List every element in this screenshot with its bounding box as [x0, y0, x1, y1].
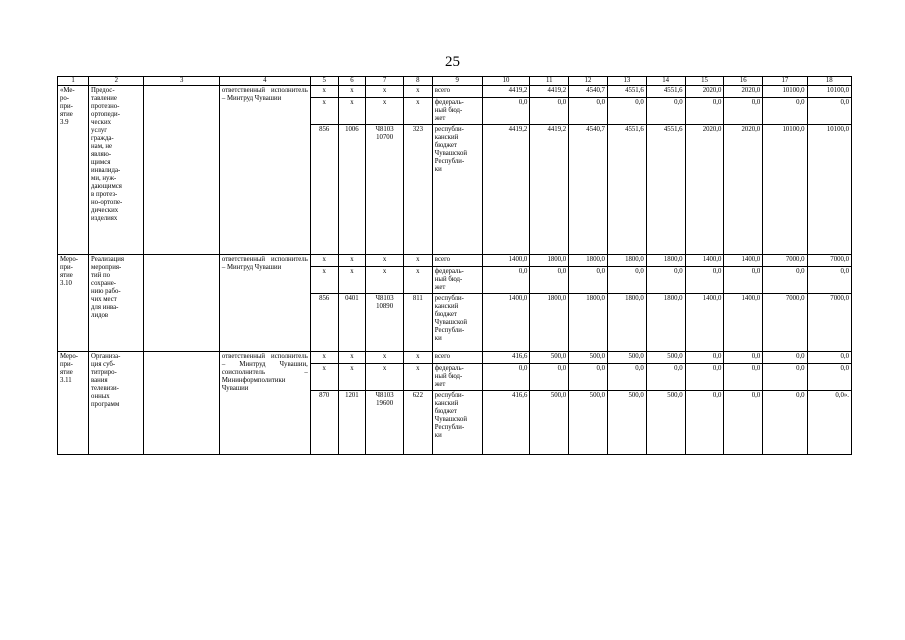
column-header: 14	[646, 77, 685, 86]
amount-cell: 2020,0	[685, 125, 724, 255]
funding-source: всего	[432, 352, 482, 364]
amount-cell: 1400,0	[685, 255, 724, 267]
amount-cell: 0,0	[530, 267, 569, 294]
amount-cell: 0,0	[569, 364, 608, 391]
column-header: 15	[685, 77, 724, 86]
amount-cell: 1800,0	[569, 294, 608, 352]
amount-cell: 0,0	[685, 98, 724, 125]
amount-cell: 0,0	[569, 98, 608, 125]
amount-cell: 0,0	[724, 364, 763, 391]
expense-type: 811	[403, 294, 432, 352]
amount-cell: 0,0	[646, 98, 685, 125]
target-article: x	[366, 364, 404, 391]
amount-cell: 7000,0	[807, 294, 851, 352]
expense-type: x	[403, 352, 432, 364]
column-header: 17	[763, 77, 807, 86]
event-name: Реализация мероприя- тий по сохране- нию рабо- чих мест для инва- лидов	[89, 255, 144, 352]
amount-cell: 0,0	[807, 352, 851, 364]
section-code: x	[338, 364, 366, 391]
funding-source: федераль- ный бюд- жет	[432, 98, 482, 125]
budget-code: x	[310, 364, 338, 391]
funding-source: республи- канский бюджет Чувашской Республи- ки	[432, 294, 482, 352]
budget-code: 870	[310, 391, 338, 455]
amount-cell: 4551,6	[607, 125, 646, 255]
amount-cell: 0,0	[482, 267, 530, 294]
amount-cell: 0,0	[724, 267, 763, 294]
target-article: x	[366, 255, 404, 267]
amount-cell: 1800,0	[646, 255, 685, 267]
executor: ответственный исполнитель – Минтруд Чувашии	[219, 255, 310, 352]
amount-cell: 500,0	[530, 352, 569, 364]
amount-cell: 1800,0	[530, 255, 569, 267]
amount-cell: 4551,6	[646, 86, 685, 98]
empty-cell	[144, 255, 219, 352]
table-row	[58, 255, 852, 267]
amount-cell: 1400,0	[482, 255, 530, 267]
amount-cell: 1800,0	[530, 294, 569, 352]
amount-cell: 0,0	[763, 352, 807, 364]
expense-type: x	[403, 255, 432, 267]
amount-cell: 7000,0	[763, 294, 807, 352]
section-code: 1201	[338, 391, 366, 455]
target-article: Ч8103 10700	[366, 125, 404, 255]
amount-cell: 1800,0	[569, 255, 608, 267]
budget-code: x	[310, 352, 338, 364]
funding-source: республи- канский бюджет Чувашской Республи- ки	[432, 391, 482, 455]
section-code: x	[338, 98, 366, 125]
target-article: Ч8103 19600	[366, 391, 404, 455]
amount-cell: 500,0	[530, 391, 569, 455]
empty-cell	[144, 86, 219, 255]
column-header: 10	[482, 77, 530, 86]
amount-cell: 10100,0	[807, 86, 851, 98]
amount-cell: 10100,0	[763, 86, 807, 98]
amount-cell: 0,0	[607, 267, 646, 294]
event-number: Меро- при- ятие 3.10	[58, 255, 89, 352]
empty-cell	[144, 352, 219, 455]
event-name: Организа- ция суб- титриро- вания телевизи- онных программ	[89, 352, 144, 455]
budget-code: x	[310, 267, 338, 294]
amount-cell: 0,0	[807, 267, 851, 294]
amount-cell: 0,0	[482, 98, 530, 125]
column-header: 7	[366, 77, 404, 86]
section-code: x	[338, 86, 366, 98]
amount-cell: 500,0	[607, 391, 646, 455]
event-name: Предос- тавление протезно- ортопеди- ческих услуг гражда- нам, не являю- щимся инвалида- ми, нуж- дающимся в протез- но-ортопе- дических изделиях	[89, 86, 144, 255]
amount-cell: 0,0	[569, 267, 608, 294]
amount-cell: 1400,0	[685, 294, 724, 352]
amount-cell: 0,0	[530, 364, 569, 391]
amount-cell: 0,0	[763, 267, 807, 294]
target-article: x	[366, 98, 404, 125]
amount-cell: 0,0	[724, 98, 763, 125]
amount-cell: 1800,0	[646, 294, 685, 352]
column-header: 16	[724, 77, 763, 86]
column-header: 12	[569, 77, 608, 86]
amount-cell: 4540,7	[569, 125, 608, 255]
section-code: x	[338, 352, 366, 364]
budget-code: x	[310, 255, 338, 267]
amount-cell: 0,0	[607, 364, 646, 391]
target-article: Ч8103 10890	[366, 294, 404, 352]
section-code: x	[338, 267, 366, 294]
column-header: 5	[310, 77, 338, 86]
executor: ответственный исполнитель – Минтруд Чувашии	[219, 86, 310, 255]
budget-code: 856	[310, 294, 338, 352]
amount-cell: 4551,6	[607, 86, 646, 98]
funding-source: всего	[432, 255, 482, 267]
column-header: 18	[807, 77, 851, 86]
amount-cell: 2020,0	[724, 125, 763, 255]
amount-cell: 416,6	[482, 352, 530, 364]
amount-cell: 4419,2	[530, 125, 569, 255]
budget-code: x	[310, 98, 338, 125]
amount-cell: 1800,0	[607, 294, 646, 352]
amount-cell: 4419,2	[530, 86, 569, 98]
section-code: 1006	[338, 125, 366, 255]
amount-cell: 10100,0	[763, 125, 807, 255]
column-header: 6	[338, 77, 366, 86]
amount-cell: 7000,0	[763, 255, 807, 267]
amount-cell: 0,0	[807, 364, 851, 391]
amount-cell: 500,0	[569, 391, 608, 455]
column-header: 11	[530, 77, 569, 86]
expense-type: 323	[403, 125, 432, 255]
expense-type: x	[403, 98, 432, 125]
amount-cell: 0,0	[807, 98, 851, 125]
table-row	[58, 352, 852, 364]
section-code: x	[338, 255, 366, 267]
amount-cell: 1800,0	[607, 255, 646, 267]
column-header: 8	[403, 77, 432, 86]
column-header: 9	[432, 77, 482, 86]
section-code: 0401	[338, 294, 366, 352]
target-article: x	[366, 352, 404, 364]
funding-source: федераль- ный бюд- жет	[432, 364, 482, 391]
amount-cell: 0,0	[482, 364, 530, 391]
column-header: 13	[607, 77, 646, 86]
amount-cell: 2020,0	[685, 86, 724, 98]
amount-cell: 1400,0	[482, 294, 530, 352]
amount-cell: 1400,0	[724, 255, 763, 267]
expense-type: x	[403, 86, 432, 98]
amount-cell: 500,0	[646, 391, 685, 455]
amount-cell: 2020,0	[724, 86, 763, 98]
expense-type: x	[403, 364, 432, 391]
amount-cell: 0,0	[530, 98, 569, 125]
amount-cell: 0,0	[685, 352, 724, 364]
budget-code: x	[310, 86, 338, 98]
column-header: 4	[219, 77, 310, 86]
amount-cell: 0,0	[724, 391, 763, 455]
amount-cell: 416,6	[482, 391, 530, 455]
event-number: «Ме- ро- при- ятие 3.9	[58, 86, 89, 255]
column-header: 2	[89, 77, 144, 86]
budget-code: 856	[310, 125, 338, 255]
page-number: 25	[445, 54, 460, 70]
amount-cell: 0,0	[646, 267, 685, 294]
amount-cell: 4551,6	[646, 125, 685, 255]
expense-type: x	[403, 267, 432, 294]
amount-cell: 500,0	[569, 352, 608, 364]
budget-table	[57, 76, 852, 455]
executor: ответственный исполнитель – Минтруд Чувашии, соисполнитель – Мининформполитики Чувашии	[219, 352, 310, 455]
amount-cell: 4419,2	[482, 125, 530, 255]
event-number: Меро- при- ятие 3.11	[58, 352, 89, 455]
amount-cell: 0,0	[763, 364, 807, 391]
amount-cell: 10100,0	[807, 125, 851, 255]
amount-cell: 0,0	[646, 364, 685, 391]
expense-type: 622	[403, 391, 432, 455]
column-header: 1	[58, 77, 89, 86]
table-row	[58, 86, 852, 98]
target-article: x	[366, 86, 404, 98]
amount-cell: 0,0	[685, 391, 724, 455]
funding-source: республи- канский бюджет Чувашской Республи- ки	[432, 125, 482, 255]
amount-cell: 500,0	[646, 352, 685, 364]
target-article: x	[366, 267, 404, 294]
column-header: 3	[144, 77, 219, 86]
amount-cell: 0,0».	[807, 391, 851, 455]
amount-cell: 0,0	[724, 352, 763, 364]
amount-cell: 0,0	[685, 267, 724, 294]
amount-cell: 4540,7	[569, 86, 608, 98]
amount-cell: 1400,0	[724, 294, 763, 352]
amount-cell: 7000,0	[807, 255, 851, 267]
amount-cell: 0,0	[763, 98, 807, 125]
amount-cell: 0,0	[763, 391, 807, 455]
funding-source: всего	[432, 86, 482, 98]
amount-cell: 500,0	[607, 352, 646, 364]
amount-cell: 4419,2	[482, 86, 530, 98]
header-row	[58, 77, 852, 86]
amount-cell: 0,0	[685, 364, 724, 391]
amount-cell: 0,0	[607, 98, 646, 125]
funding-source: федераль- ный бюд- жет	[432, 267, 482, 294]
